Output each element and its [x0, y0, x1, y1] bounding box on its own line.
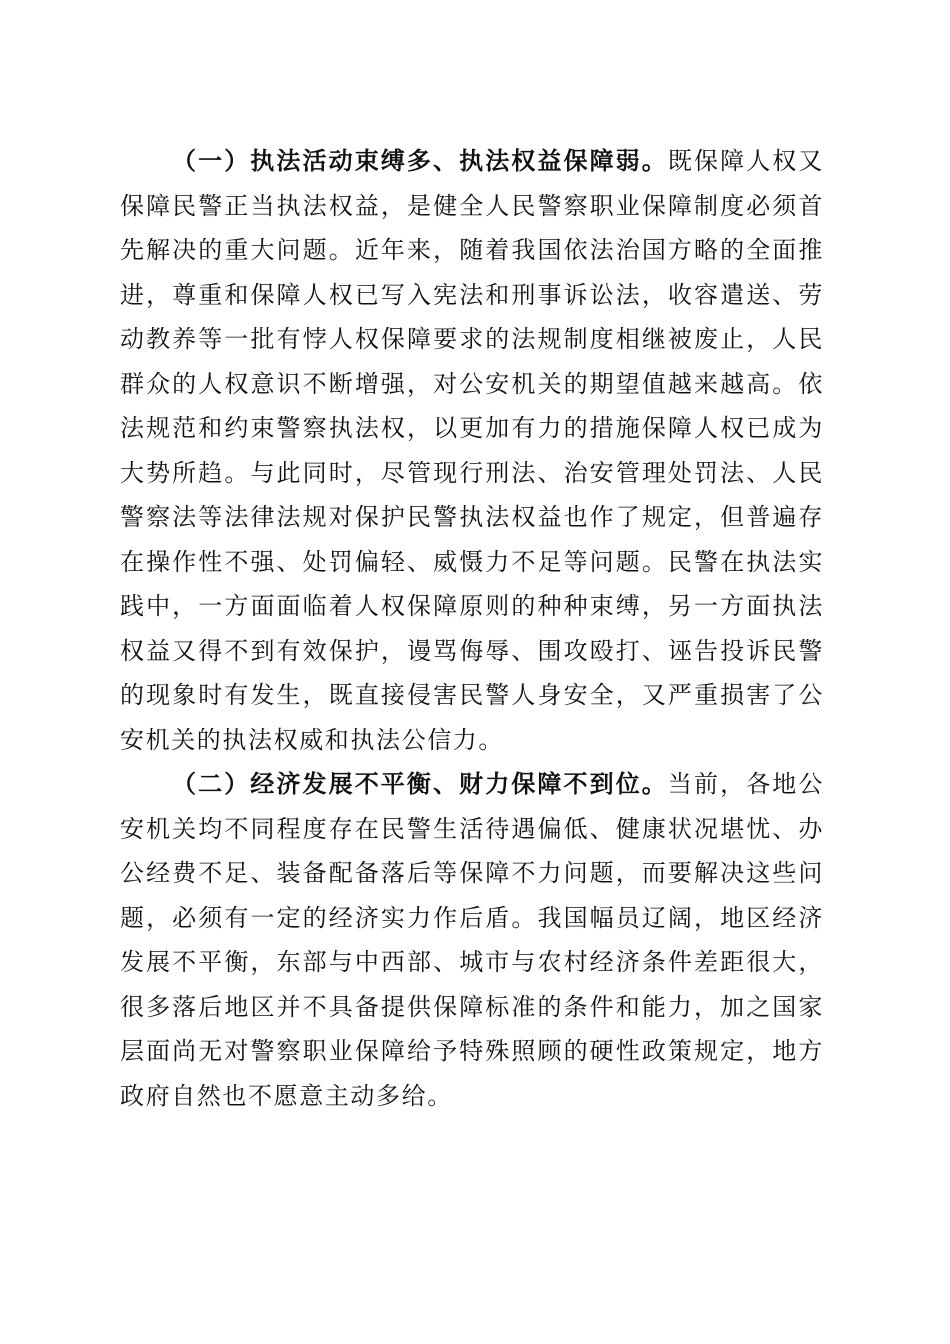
paragraph-2-body: 当前，各地公安机关均不同程度存在民警生活待遇偏低、健康状况堪忧、办公经费不足、装备配备落后等保障不力问题，而要解决这些问题，必须有一定的经济实力作后盾。我国幅员辽阔，地区经济发展不平衡，东部与中西部、城市与农村经济条件差距很大，很多落后地区并不具备提供保障标准的条件和能力，加之国家层面尚无对警察职业保障给予特殊照顾的硬性政策规定，地方政府自然也不愿意主动多给。 [120, 770, 824, 1110]
paragraph-2 [120, 762, 824, 1118]
document-page [120, 139, 824, 1118]
paragraph-1-body: 既保障人权又保障民警正当执法权益，是健全人民警察职业保障制度必须首先解决的重大问题。近年来，随着我国依法治国方略的全面推进，尊重和保障人权已写入宪法和刑事诉讼法，收容遣送、劳动教养等一批有悖人权保障要求的法规制度相继被废止，人民群众的人权意识不断增强，对公安机关的期望值越来越高。依法规范和约束警察执法权，以更加有力的措施保障人权已成为大势所趋。与此同时，尽管现行刑法、治安管理处罚法、人民警察法等法律法规对保护民警执法权益也作了规定，但普遍存在操作性不强、处罚偏轻、威慑力不足等问题。民警在执法实践中，一方面面临着人权保障原则的种种束缚，另一方面执法权益又得不到有效保护，谩骂侮辱、围攻殴打、诬告投诉民警的现象时有发生，既直接侵害民警人身安全，又严重损害了公安机关的执法权威和执法公信力。 [120, 147, 824, 754]
paragraph-2-heading: （二）经济发展不平衡、财力保障不到位。 [172, 769, 668, 798]
paragraph-1 [120, 139, 824, 762]
paragraph-1-heading: （一）执法活动束缚多、执法权益保障弱。 [172, 146, 668, 175]
